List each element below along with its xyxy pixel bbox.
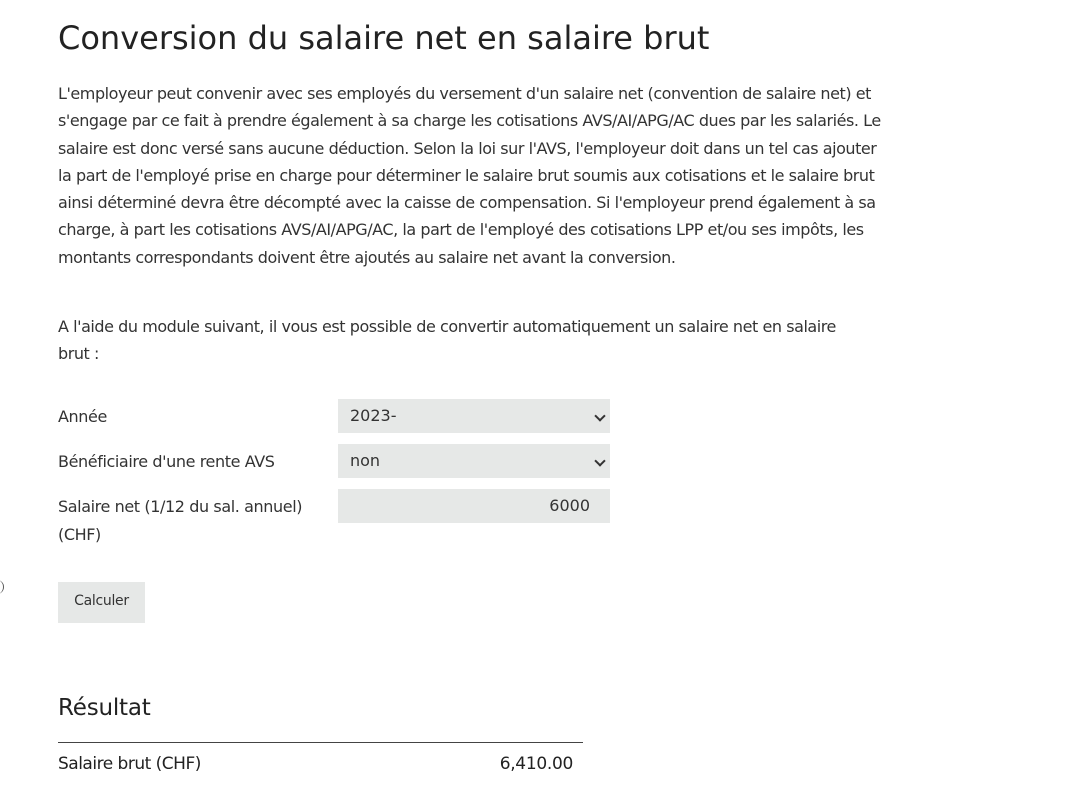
net-salary-input[interactable] bbox=[338, 489, 610, 523]
gross-salary-label: Salaire brut (CHF) bbox=[58, 754, 201, 774]
avs-pension-label: Bénéficiaire d'une rente AVS bbox=[58, 452, 275, 471]
result-heading: Résultat bbox=[58, 695, 151, 721]
year-select-value: 2023- bbox=[350, 406, 397, 425]
avs-pension-select[interactable] bbox=[338, 444, 610, 478]
result-divider bbox=[58, 742, 583, 743]
net-salary-label: Salaire net (1/12 du sal. annuel) (CHF) bbox=[58, 497, 303, 544]
year-label: Année bbox=[58, 407, 107, 426]
net-salary-input-value: 6000 bbox=[549, 496, 590, 515]
intro-paragraph: L'employeur peut convenir avec ses employés du versement d'un salaire net (convention de salaire net) et s'engage par ce fait à prendre également à sa charge les cotisations AVS/AI/APG/AC dues par les salariés. Le salaire est donc versé sans aucune déduction. Selon la loi sur l'AVS, l'employeur doit dans un tel cas ajouter la part de l'employé prise en charge pour déterminer le salaire brut soumis aux cotisations et le salaire brut ainsi déterminé devra être décompté avec la caisse de compensation. Si l'employeur prend également à sa charge, à part les cotisations AVS/AI/APG/AC, la part de l'employé des cotisations LPP et/ou ses impôts, les montants correspondants doivent être ajoutés au salaire net avant la conversion. bbox=[58, 84, 881, 267]
gross-salary-value: 6,410.00 bbox=[499, 754, 573, 774]
page-title: Conversion du salaire net en salaire brut bbox=[58, 19, 710, 57]
calculate-button[interactable]: Calculer bbox=[58, 582, 145, 623]
module-paragraph: A l'aide du module suivant, il vous est possible de convertir automatiquement un salaire net en salaire brut : bbox=[58, 317, 836, 364]
avs-pension-select-value: non bbox=[350, 451, 381, 470]
left-edge-fragment bbox=[0, 580, 4, 594]
chevron-down-icon bbox=[594, 410, 605, 421]
year-select[interactable] bbox=[338, 399, 610, 433]
chevron-down-icon bbox=[594, 455, 605, 466]
